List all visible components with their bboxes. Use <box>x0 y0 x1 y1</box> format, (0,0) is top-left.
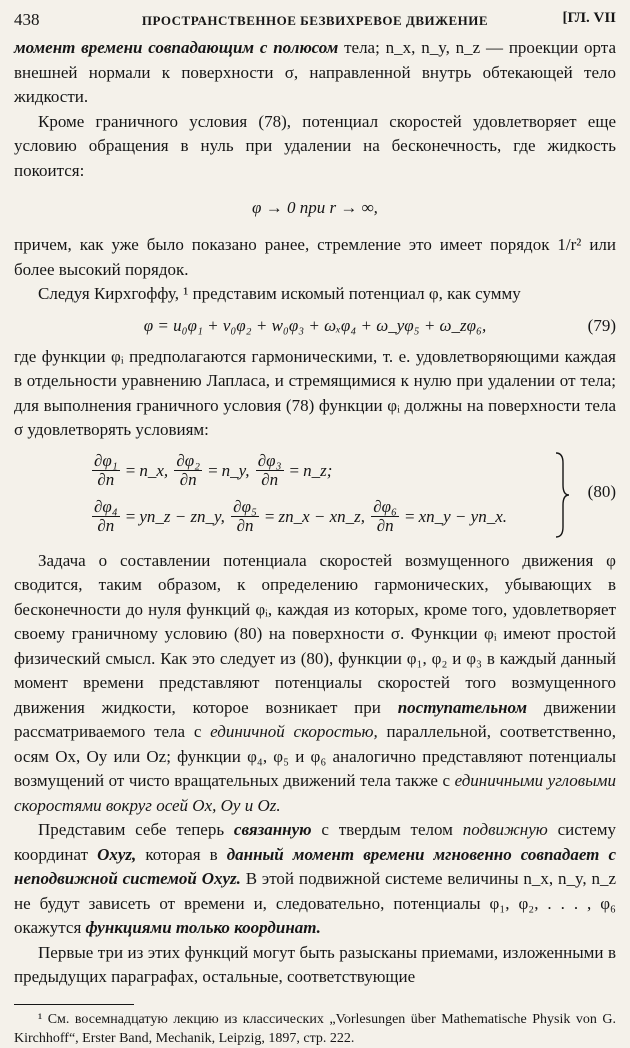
fraction-numerator: ∂φ₃ <box>257 451 282 470</box>
equation-80-row-1: $\frac{\text{∂φ₁}}{\partial n}$ = n_x, $\frac{\text{∂φ₂}}{\partial n}$ = n_y, $\frac{\text{∂φ₃}}{\partial n}$ = n_z; <box>94 451 333 489</box>
footnote: ¹ См. восемнадцатую лекцию из классических „Vorlesungen über Mathematische Physik von G. Kirchhoff“, Erster Band, Mechanik, Leipzig, 1897, стр. 222. <box>14 1011 616 1046</box>
paragraph-3: причем, как уже было показано ранее, стремление это имеет порядок 1/r² или более высокий порядок. <box>14 235 616 279</box>
fraction-numerator: ∂φ₁ <box>94 451 118 470</box>
text-span: с твердым телом <box>311 820 463 839</box>
equation-rhs: yn_z − zn_y, <box>139 506 225 526</box>
emphasis-bound: связанную <box>233 820 312 839</box>
fraction <box>92 452 120 489</box>
equation-79-formula: φ = u₀φ₁ + v₀φ₂ + w₀φ₃ + ωₓφ₄ + ω_yφ₅ + ω_zφ₆, <box>143 315 487 335</box>
fraction-numerator: ∂φ₄ <box>94 497 118 516</box>
equation-limit: φ → 0 при r → ∞, <box>252 198 378 217</box>
equation-80-number: (80) <box>587 481 616 501</box>
running-title: ПРОСТРАНСТВЕННОЕ БЕЗВИХРЕВОЕ ДВИЖЕНИЕ <box>141 13 489 28</box>
paragraph-5: где функции φᵢ предполагаются гармоническими, т. е. удовлетворяющими каждая в отдельности уравнению Лапласа, и стремящимися к нулю при удалении от тела; для выполнения граничного условия (78) функции φᵢ должны на поверхности тела σ удовлетворять условиям: <box>14 346 616 439</box>
fraction-numerator: ∂φ₅ <box>233 497 257 516</box>
fraction-denominator: ∂n <box>236 516 254 535</box>
right-brace-icon <box>554 451 570 539</box>
equation-rhs: zn_x − xn_z, <box>278 506 366 526</box>
page-header <box>14 10 616 36</box>
text-span: движении рассматриваемого тела с <box>14 697 616 741</box>
fraction <box>174 452 202 489</box>
emphasis-coincides: данный момент времени мгновенно совпадает с неподвижной системой Oxyz. <box>14 844 616 888</box>
text-span: Задача о составлении потенциала скоростей возмущенного движения φ сводится, таким образом, к определению гармонических, убывающих в бесконечности до нуля функций φᵢ, каждая из которых, кроме того, удовлетворяет своему граничному условию (80) на поверхности σ. Функции φᵢ имеют простой физический смысл. Как это следует из (80), функции φ₁, φ₂ и φ₃ в каждый данный момент времени представляют потенциалы скоростей того возмущенного движения жидкости, которое возникает при <box>14 550 616 717</box>
emphasis-translational: поступательном <box>397 697 528 717</box>
paragraph-1-text: тела; n_x, n_y, n_z — проекции орта внешней нормали к поверхности σ, направленной внутрь обтекающей тело жидкости. <box>14 38 616 106</box>
equation-79-number: (79) <box>587 315 616 335</box>
chapter-label: [ГЛ. VII <box>562 10 616 26</box>
fraction-denominator: ∂n <box>97 470 115 489</box>
fraction <box>92 498 120 535</box>
equation-79 <box>14 313 616 339</box>
equation-80-row-2: $\frac{\text{∂φ₄}}{\partial n}$ = yn_z − zn_y, $\frac{\text{∂φ₅}}{\partial n}$ = zn_x − xn_z, $\frac{\text{∂φ₆}}{\partial n}$ = xn_y − yn_x. <box>94 497 507 535</box>
fraction-denominator: ∂n <box>179 470 197 489</box>
paragraph-6 <box>14 549 616 819</box>
fraction <box>371 498 399 535</box>
paragraph-7 <box>14 818 616 941</box>
emphasis-oxyz: Oxyz, <box>97 844 137 864</box>
fraction-denominator: ∂n <box>261 470 279 489</box>
page-number: 438 <box>14 10 40 29</box>
fraction <box>231 498 259 535</box>
fraction-denominator: ∂n <box>97 516 115 535</box>
equation-rhs: n_y, <box>221 460 250 480</box>
fraction-denominator: ∂n <box>376 516 394 535</box>
paragraph-2: Кроме граничного условия (78), потенциал скоростей удовлетворяет еще условию обращения в нуль при удалении на бесконечность, где жидкость покоится: <box>14 111 616 180</box>
emphasis-moment: момент времени совпадающим с полюсом <box>14 38 339 57</box>
footnote-divider <box>14 1004 134 1005</box>
fraction-numerator: ∂φ₂ <box>176 451 201 470</box>
text-span: систему координат <box>14 820 617 864</box>
paragraph-4: Следуя Кирхгоффу, ¹ представим искомый потенциал φ, как сумму <box>38 284 521 303</box>
equation-rhs: n_x, <box>139 460 169 480</box>
fraction <box>256 452 284 489</box>
emphasis-moving: подвижную <box>462 820 548 839</box>
emphasis-functions-coords: функциями только координат. <box>85 918 321 937</box>
text-span: которая в <box>136 844 227 864</box>
text-span: Представим себе теперь <box>38 820 234 839</box>
emphasis-unit-speed: единичной скоростью, <box>210 722 378 741</box>
paragraph-8: Первые три из этих функций могут быть разысканы приемами, изложенными в предыдущих параграфах, остальные, соответствующие <box>14 942 616 986</box>
equation-80-system <box>14 447 616 543</box>
fraction-numerator: ∂φ₆ <box>373 497 397 516</box>
text-span: параллельной, соответственно, осям Ox, Oy или Oz; функции φ₄, φ₅ и φ₆ аналогично представляют потенциалы возмущений от чисто вращательных движений тела также с <box>14 722 616 790</box>
text-span: В этой подвижной системе величины n_x, n_y, n_z не будут зависеть от времени и, следовательно, потенциалы φ₁, φ₂, . . . , φ₆ окажутся <box>14 869 617 937</box>
paragraph-1 <box>14 36 616 110</box>
emphasis-unit-angular: единичными угловыми скоростями вокруг осей Ox, Oy и Oz. <box>14 771 616 815</box>
equation-rhs: n_z; <box>303 460 333 480</box>
equation-rhs: xn_y − yn_x. <box>418 506 507 526</box>
